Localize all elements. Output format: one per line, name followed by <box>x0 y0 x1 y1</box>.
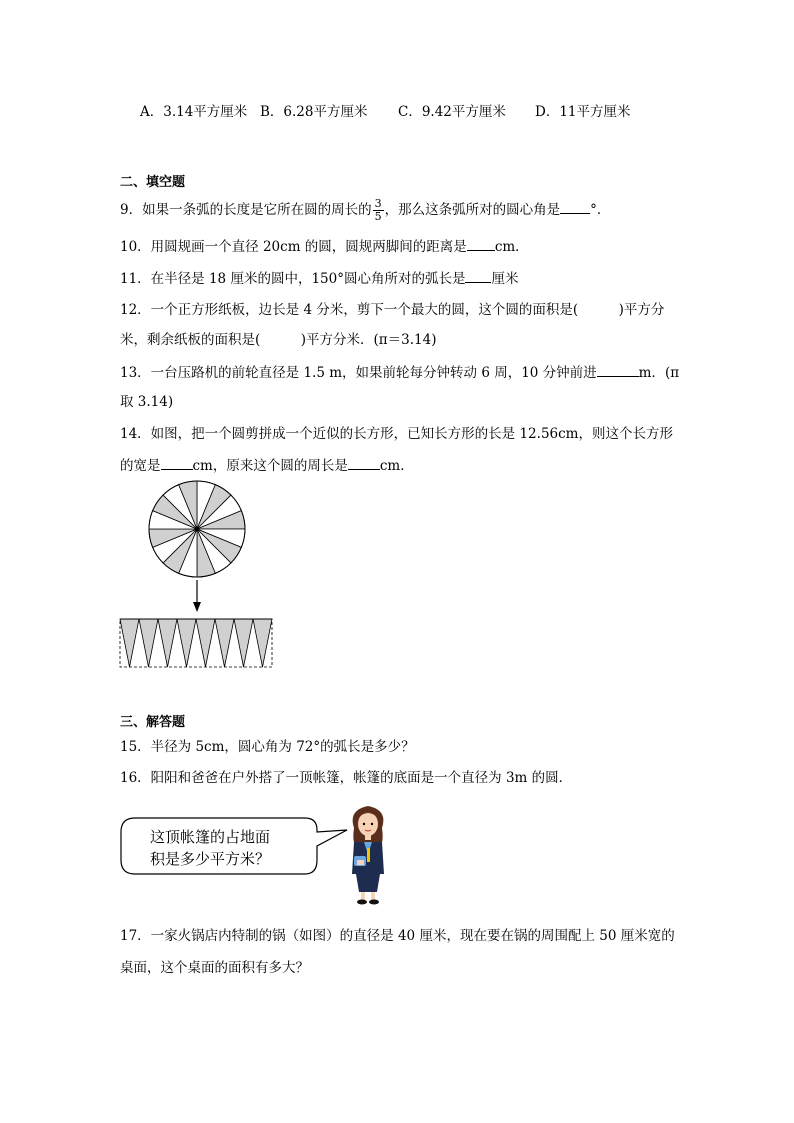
question-17-line-1: 17．一家火锅店内特制的锅（如图）的直径是 40 厘米，现在要在锅的周围配上 50 厘米宽的 <box>120 928 675 944</box>
answer-blank <box>560 199 590 214</box>
choice-a: A．3.14平方厘米 <box>140 104 248 120</box>
teacher-illustration <box>340 802 396 906</box>
question-16: 16．阳阳和爸爸在户外搭了一顶帐篷，帐篷的底面是一个直径为 3m 的圆． <box>120 770 573 786</box>
answer-blank <box>465 268 491 283</box>
choice-c: C．9.42平方厘米 <box>398 104 506 120</box>
answer-blank <box>467 236 495 251</box>
bubble-text-line-2: 积是多少平方米？ <box>150 850 271 868</box>
question-11: 11．在半径是 18 厘米的圆中，150°圆心角所对的弧长是 厘米 <box>120 268 518 289</box>
question-12-line-1: 12．一个正方形纸板，边长是 4 分米，剪下一个最大的圆，这个圆的面积是( )平方分 <box>120 302 665 318</box>
question-17-line-2: 桌面，这个桌面的面积有多大？ <box>120 960 309 976</box>
choice-b: B．6.28平方厘米 <box>260 104 368 120</box>
choice-d: D．11平方厘米 <box>535 104 631 120</box>
section-title-fill-in: 二、填空题 <box>120 175 186 190</box>
fraction-3-5: $\frac{3}{5}$ <box>374 197 382 223</box>
question-14-line-1: 14．如图，把一个圆剪拼成一个近似的长方形，已知长方形的长是 12.56cm，则这个长方形 <box>120 426 673 442</box>
question-15: 15．半径为 5cm，圆心角为 72°的弧长是多少？ <box>120 739 415 755</box>
down-arrow-icon <box>193 602 201 612</box>
question-13-line-2: 取 3.14) <box>120 394 174 410</box>
answer-blank <box>348 455 380 470</box>
rearranged-rectangle <box>120 619 272 667</box>
answer-blank <box>597 362 639 377</box>
question-9: 9．如果一条弧的长度是它所在圆的周长的 $\frac{3}{5}$ ，那么这条弧所对的圆心角是 °． <box>120 197 611 223</box>
bubble-text-line-1: 这顶帐篷的占地面 <box>150 828 271 846</box>
answer-blank <box>161 455 193 470</box>
question-14-line-2: 的宽是 cm，原来这个圆的周长是 cm． <box>120 455 414 476</box>
section-title-answers: 三、解答题 <box>120 715 186 730</box>
circle-to-rectangle-figure <box>115 480 280 675</box>
question-13-line-1: 13．一台压路机的前轮直径是 1.5 m，如果前轮每分钟转动 6 周，10 分钟前进 m．(π <box>120 362 679 383</box>
question-12-line-2: 米，剩余纸板的面积是( )平方分米．(π＝3.14) <box>120 332 437 348</box>
question-10: 10．用圆规画一个直径 20cm 的圆，圆规两脚间的距离是 cm． <box>120 236 529 257</box>
